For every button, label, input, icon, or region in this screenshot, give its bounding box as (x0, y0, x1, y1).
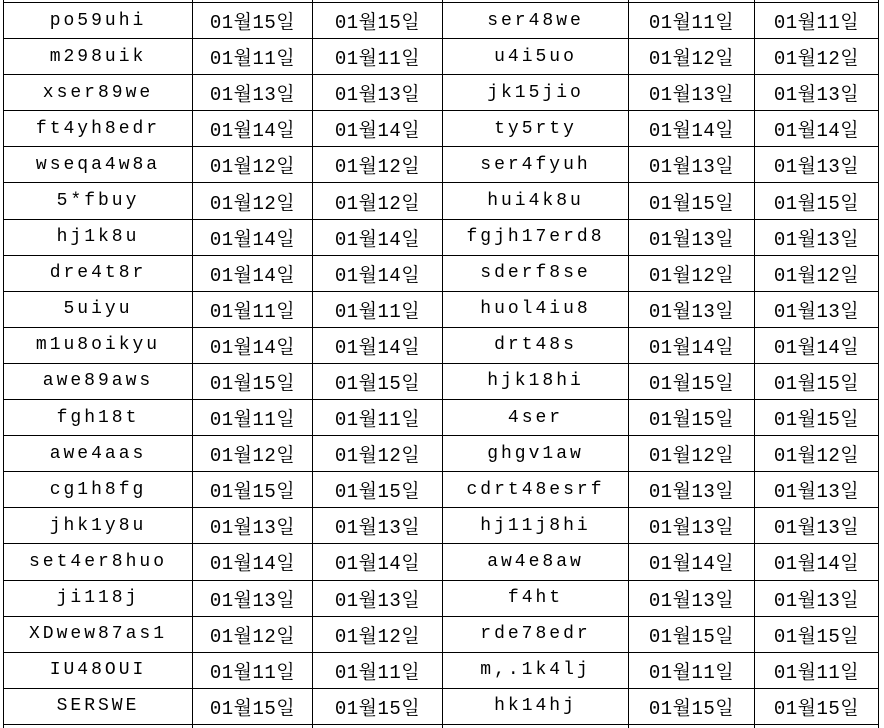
date-cell[interactable]: 01월13일 (193, 75, 313, 111)
table-row (4, 616, 879, 652)
date-cell[interactable]: 01월14일 (313, 111, 443, 147)
id-cell[interactable]: rde78edr (443, 616, 629, 652)
date-cell[interactable]: 01월14일 (193, 255, 313, 291)
date-cell[interactable]: 01월13일 (755, 580, 879, 616)
id-cell[interactable]: XDwew87as1 (4, 616, 193, 652)
date-cell[interactable]: 01월15일 (313, 472, 443, 508)
table-row (4, 291, 879, 327)
id-cell[interactable]: 5*fbuy (4, 183, 193, 219)
date-cell[interactable]: 01월11일 (193, 400, 313, 436)
id-cell[interactable]: ghgv1aw (443, 436, 629, 472)
table-row (4, 580, 879, 616)
id-cell[interactable]: hui4k8u (443, 183, 629, 219)
date-cell[interactable]: 01월15일 (629, 183, 755, 219)
table-row (4, 147, 879, 183)
date-cell[interactable]: 01월13일 (755, 508, 879, 544)
date-cell[interactable]: 01월14일 (193, 544, 313, 580)
id-cell[interactable]: wseqa4w8a (4, 147, 193, 183)
table-row (4, 255, 879, 291)
partial-cell (313, 724, 443, 728)
date-cell[interactable]: 01월12일 (193, 616, 313, 652)
id-cell[interactable]: cg1h8fg (4, 472, 193, 508)
id-cell[interactable]: aw4e8aw (443, 544, 629, 580)
table-row (4, 472, 879, 508)
date-cell[interactable]: 01월14일 (193, 327, 313, 363)
date-cell[interactable]: 01월15일 (755, 183, 879, 219)
id-cell[interactable]: fgjh17erd8 (443, 219, 629, 255)
table-row (4, 111, 879, 147)
id-cell[interactable]: sderf8se (443, 255, 629, 291)
date-cell[interactable]: 01월13일 (313, 508, 443, 544)
date-cell[interactable]: 01월12일 (755, 39, 879, 75)
date-cell[interactable]: 01월13일 (755, 147, 879, 183)
date-cell[interactable]: 01월14일 (755, 327, 879, 363)
id-cell[interactable]: f4ht (443, 580, 629, 616)
partial-cell (755, 724, 879, 728)
partial-cell (443, 724, 629, 728)
date-cell[interactable]: 01월12일 (755, 436, 879, 472)
date-cell[interactable]: 01월14일 (313, 219, 443, 255)
id-cell[interactable]: hj1k8u (4, 219, 193, 255)
date-cell[interactable]: 01월12일 (629, 436, 755, 472)
date-cell[interactable]: 01월11일 (629, 652, 755, 688)
date-cell[interactable]: 01월12일 (629, 39, 755, 75)
date-cell[interactable]: 01월15일 (755, 400, 879, 436)
date-cell[interactable]: 01월12일 (313, 147, 443, 183)
id-cell[interactable]: m1u8oikyu (4, 327, 193, 363)
date-cell[interactable]: 01월14일 (193, 111, 313, 147)
id-cell[interactable]: xser89we (4, 75, 193, 111)
date-cell[interactable]: 01월14일 (755, 111, 879, 147)
date-cell[interactable]: 01월13일 (755, 75, 879, 111)
date-cell[interactable]: 01월11일 (193, 39, 313, 75)
id-cell[interactable]: m,.1k4lj (443, 652, 629, 688)
id-cell[interactable]: po59uhi (4, 3, 193, 39)
id-cell[interactable]: IU48OUI (4, 652, 193, 688)
table-row (4, 508, 879, 544)
id-cell[interactable]: jk15jio (443, 75, 629, 111)
date-cell[interactable]: 01월14일 (629, 544, 755, 580)
date-cell[interactable]: 01월15일 (193, 3, 313, 39)
date-cell[interactable]: 01월14일 (629, 111, 755, 147)
date-cell[interactable]: 01월15일 (755, 688, 879, 724)
date-cell[interactable]: 01월13일 (629, 472, 755, 508)
table-row (4, 688, 879, 724)
date-cell[interactable]: 01월12일 (193, 183, 313, 219)
date-cell[interactable]: 01월15일 (193, 688, 313, 724)
date-cell[interactable]: 01월14일 (629, 327, 755, 363)
table-row (4, 183, 879, 219)
id-cell[interactable]: fgh18t (4, 400, 193, 436)
date-cell[interactable]: 01월15일 (313, 688, 443, 724)
date-cell[interactable]: 01월13일 (629, 580, 755, 616)
date-cell[interactable]: 01월13일 (629, 508, 755, 544)
table-row (4, 363, 879, 399)
id-cell[interactable]: ser48we (443, 3, 629, 39)
date-cell[interactable]: 01월15일 (629, 400, 755, 436)
date-cell[interactable]: 01월11일 (193, 652, 313, 688)
partial-cell (629, 724, 755, 728)
id-cell[interactable]: hjk18hi (443, 363, 629, 399)
date-cell[interactable]: 01월14일 (313, 255, 443, 291)
date-cell[interactable]: 01월11일 (313, 652, 443, 688)
date-cell[interactable]: 01월14일 (755, 544, 879, 580)
table-row (4, 652, 879, 688)
id-cell[interactable]: jhk1y8u (4, 508, 193, 544)
table-row (4, 219, 879, 255)
date-cell[interactable]: 01월15일 (629, 688, 755, 724)
id-cell[interactable]: m298uik (4, 39, 193, 75)
id-cell[interactable]: set4er8huo (4, 544, 193, 580)
id-cell[interactable]: ty5rty (443, 111, 629, 147)
id-cell[interactable]: awe89aws (4, 363, 193, 399)
date-cell[interactable]: 01월15일 (755, 363, 879, 399)
id-cell[interactable]: cdrt48esrf (443, 472, 629, 508)
date-cell[interactable]: 01월11일 (313, 39, 443, 75)
id-cell[interactable]: SERSWE (4, 688, 193, 724)
table-row (4, 400, 879, 436)
date-cell[interactable]: 01월13일 (755, 219, 879, 255)
id-cell[interactable]: hj11j8hi (443, 508, 629, 544)
id-cell[interactable]: dre4t8r (4, 255, 193, 291)
date-cell[interactable]: 01월13일 (193, 508, 313, 544)
date-cell[interactable]: 01월14일 (313, 544, 443, 580)
date-cell[interactable]: 01월15일 (629, 363, 755, 399)
table-row (4, 327, 879, 363)
date-cell[interactable]: 01월13일 (193, 580, 313, 616)
date-cell[interactable]: 01월15일 (193, 472, 313, 508)
date-cell[interactable]: 01월11일 (755, 3, 879, 39)
date-cell[interactable]: 01월11일 (313, 291, 443, 327)
date-cell[interactable]: 01월13일 (629, 147, 755, 183)
id-cell[interactable]: u4i5uo (443, 39, 629, 75)
date-cell[interactable]: 01월13일 (629, 219, 755, 255)
date-cell[interactable]: 01월13일 (313, 580, 443, 616)
date-cell[interactable]: 01월11일 (193, 291, 313, 327)
date-cell[interactable]: 01월12일 (313, 183, 443, 219)
date-cell[interactable]: 01월13일 (313, 75, 443, 111)
date-cell[interactable]: 01월15일 (313, 363, 443, 399)
date-cell[interactable]: 01월12일 (313, 436, 443, 472)
table-row (4, 3, 879, 39)
date-cell[interactable]: 01월13일 (629, 291, 755, 327)
date-cell[interactable]: 01월12일 (193, 436, 313, 472)
id-cell[interactable]: drt48s (443, 327, 629, 363)
date-cell[interactable]: 01월15일 (313, 3, 443, 39)
date-cell[interactable]: 01월13일 (629, 75, 755, 111)
date-cell[interactable]: 01월15일 (755, 616, 879, 652)
date-cell[interactable]: 01월12일 (193, 147, 313, 183)
table-row (4, 436, 879, 472)
id-cell[interactable]: hk14hj (443, 688, 629, 724)
date-cell[interactable]: 01월15일 (193, 363, 313, 399)
date-cell[interactable]: 01월12일 (313, 616, 443, 652)
id-cell[interactable]: ji118j (4, 580, 193, 616)
date-cell[interactable]: 01월13일 (755, 472, 879, 508)
table-row (4, 39, 879, 75)
date-cell[interactable]: 01월14일 (313, 327, 443, 363)
date-cell[interactable]: 01월11일 (629, 3, 755, 39)
date-cell[interactable]: 01월13일 (755, 291, 879, 327)
id-cell[interactable]: ser4fyuh (443, 147, 629, 183)
data-table (3, 0, 879, 728)
id-cell[interactable]: huol4iu8 (443, 291, 629, 327)
id-cell[interactable]: awe4aas (4, 436, 193, 472)
date-cell[interactable]: 01월15일 (629, 616, 755, 652)
partial-cell (4, 724, 193, 728)
date-cell[interactable]: 01월12일 (755, 255, 879, 291)
clipped-row-bottom (4, 724, 879, 728)
date-cell[interactable]: 01월12일 (629, 255, 755, 291)
date-cell[interactable]: 01월11일 (313, 400, 443, 436)
id-cell[interactable]: 4ser (443, 400, 629, 436)
id-cell[interactable]: ft4yh8edr (4, 111, 193, 147)
date-cell[interactable]: 01월14일 (193, 219, 313, 255)
date-cell[interactable]: 01월11일 (755, 652, 879, 688)
table-row (4, 75, 879, 111)
table-row (4, 544, 879, 580)
id-cell[interactable]: 5uiyu (4, 291, 193, 327)
partial-cell (193, 724, 313, 728)
